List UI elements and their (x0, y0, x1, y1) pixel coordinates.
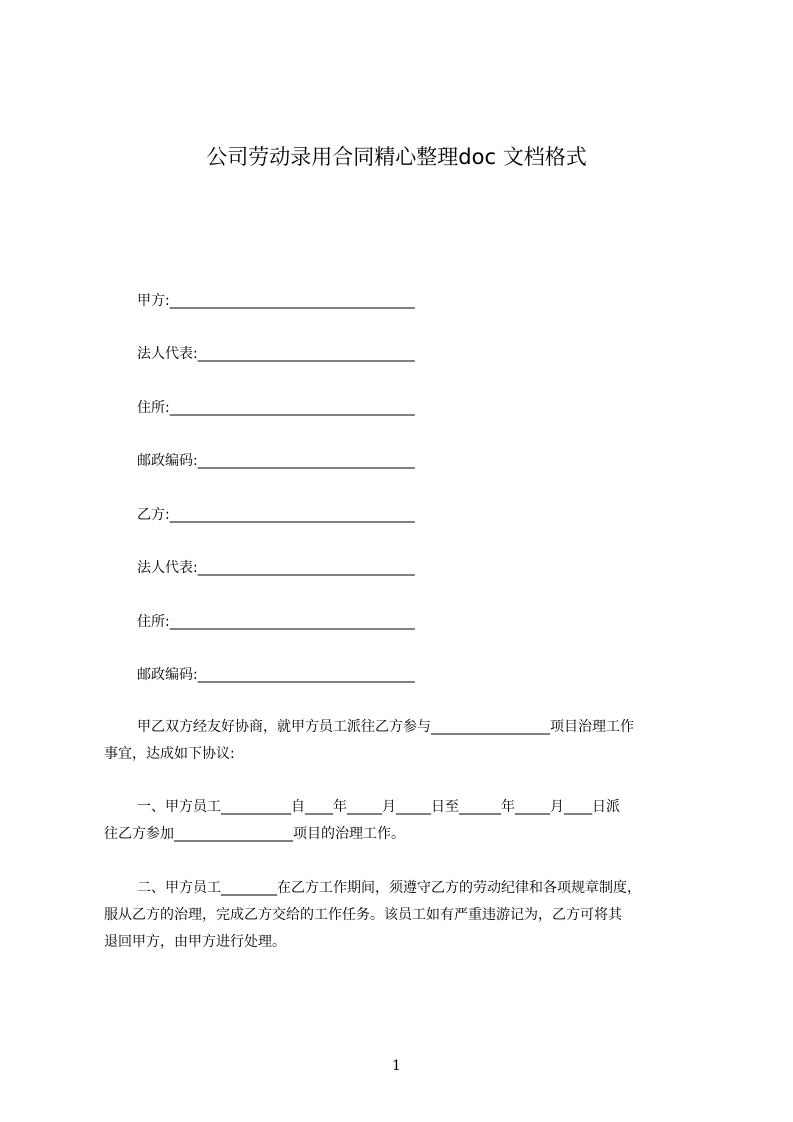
party-a-postcode-field: 邮政编码:_______________________________ (137, 453, 415, 469)
clause-2-line-3: 退回甲方，由甲方进行处理。 (104, 934, 286, 950)
page-number: 1 (392, 1058, 401, 1074)
document-title: 公司劳动录用合同精心整理doc 文档格式 (206, 145, 587, 169)
party-a-legal-rep-field: 法人代表:_______________________________ (137, 346, 415, 362)
clause-2-line-1: 二、甲方员工________在乙方工作期间，须遵守乙方的劳动纪律和各项规章制度， (137, 880, 641, 896)
party-b-field: 乙方:___________________________________ (137, 507, 415, 523)
party-b-address-field: 住所:___________________________________ (137, 614, 415, 630)
clause-1-line-2: 往乙方参加_________________项目的治理工作。 (104, 826, 405, 842)
party-b-postcode-field: 邮政编码:_______________________________ (137, 667, 415, 683)
party-a-field: 甲方:___________________________________ (137, 293, 415, 309)
intro-line-2: 事宜，达成如下协议: (104, 746, 235, 762)
clause-2-line-2: 服从乙方的治理，完成乙方交给的工作任务。该员工如有严重违游记为，乙方可将其 (104, 907, 622, 923)
intro-line-1: 甲乙双方经友好协商，就甲方员工派往乙方参与_________________项目治理工作 (137, 719, 634, 735)
clause-1-paragraph (104, 794, 704, 848)
intro-paragraph (104, 714, 704, 768)
clause-1-line-1: 一、甲方员工__________自____年_____月_____日至______年_____月____日派 (137, 799, 620, 815)
clause-2-paragraph (104, 875, 704, 956)
party-a-address-field: 住所:___________________________________ (137, 400, 415, 416)
party-b-legal-rep-field: 法人代表:_______________________________ (137, 560, 415, 576)
